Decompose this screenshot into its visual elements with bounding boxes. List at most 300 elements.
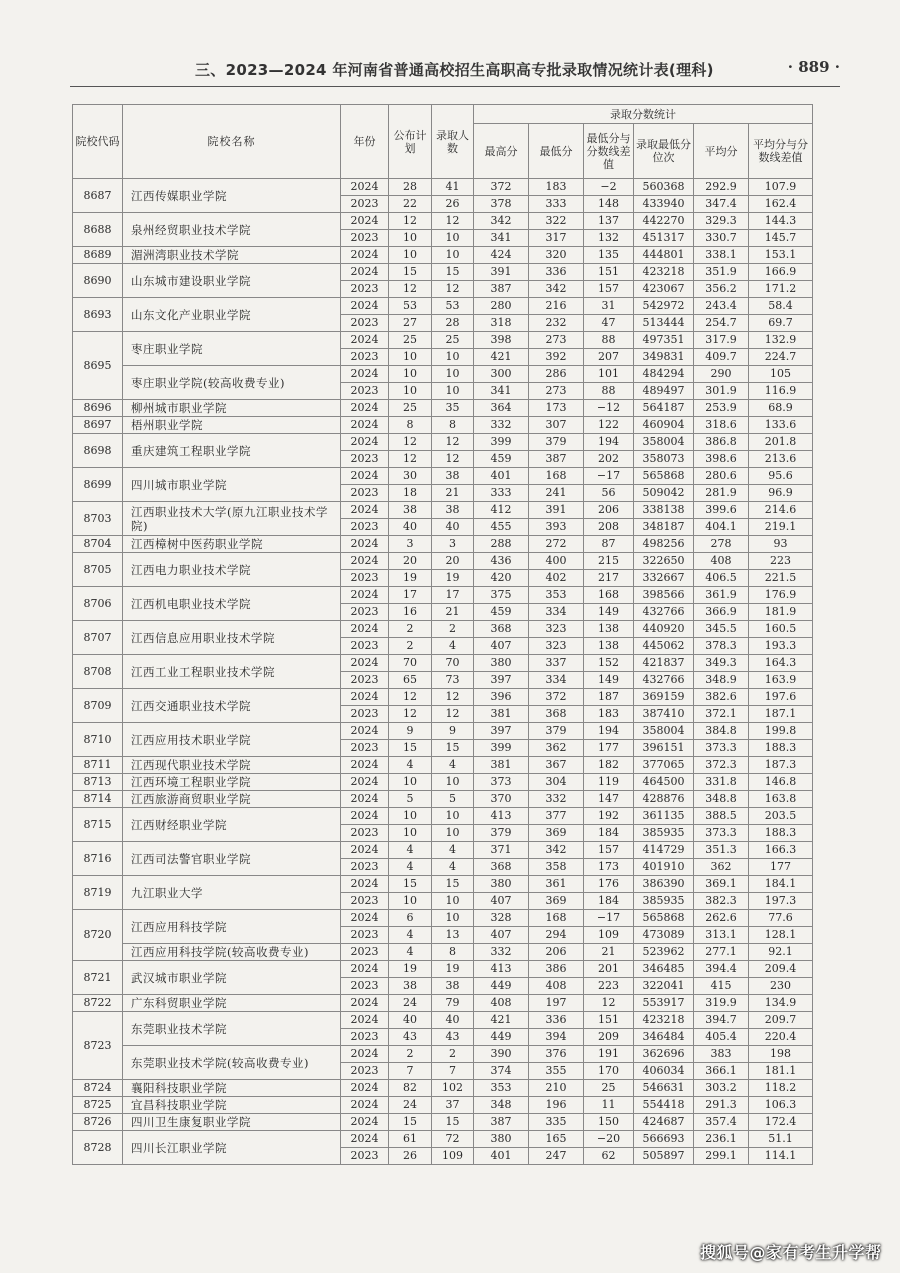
cell-admitted: 9 [432,723,474,740]
cell-avg: 366.9 [694,604,749,621]
school-name: 江西樟树中医药职业学院 [123,536,341,553]
cell-admitted: 2 [432,1046,474,1063]
cell-rank: 346485 [634,961,694,978]
cell-admitted: 12 [432,451,474,468]
table-row [73,842,813,859]
cell-min: 379 [529,723,584,740]
cell-plan: 17 [389,587,432,604]
cell-avg: 351.3 [694,842,749,859]
cell-plan: 27 [389,315,432,332]
cell-min: 392 [529,349,584,366]
table-row [73,774,813,791]
cell-plan: 25 [389,332,432,349]
cell-max: 368 [474,859,529,876]
cell-plan: 20 [389,553,432,570]
cell-admitted: 21 [432,485,474,502]
cell-rank: 473089 [634,927,694,944]
cell-rank: 440920 [634,621,694,638]
cell-year: 2023 [341,927,389,944]
cell-max: 333 [474,485,529,502]
cell-min-diff: 184 [584,825,634,842]
cell-avg-diff: 187.3 [749,757,813,774]
cell-avg-diff: 181.9 [749,604,813,621]
cell-plan: 61 [389,1131,432,1148]
cell-max: 455 [474,519,529,536]
school-code: 8722 [73,995,123,1012]
cell-min-diff: 21 [584,944,634,961]
school-name: 东莞职业技术学院(较高收费专业) [123,1046,341,1080]
cell-rank: 489497 [634,383,694,400]
cell-min: 402 [529,570,584,587]
cell-plan: 4 [389,757,432,774]
cell-year: 2024 [341,1046,389,1063]
cell-min: 358 [529,859,584,876]
table-row [73,1080,813,1097]
cell-avg: 351.9 [694,264,749,281]
table-row [73,247,813,264]
cell-plan: 7 [389,1063,432,1080]
cell-min-diff: 194 [584,723,634,740]
cell-admitted: 12 [432,706,474,723]
cell-rank: 433940 [634,196,694,213]
cell-year: 2024 [341,434,389,451]
cell-avg: 290 [694,366,749,383]
cell-avg: 243.4 [694,298,749,315]
cell-plan: 18 [389,485,432,502]
cell-avg-diff: 230 [749,978,813,995]
cell-min-diff: 157 [584,281,634,298]
cell-min-diff: 208 [584,519,634,536]
cell-admitted: 37 [432,1097,474,1114]
cell-plan: 53 [389,298,432,315]
cell-year: 2024 [341,536,389,553]
school-code: 8728 [73,1131,123,1165]
school-name: 武汉城市职业学院 [123,961,341,995]
cell-plan: 10 [389,247,432,264]
cell-max: 380 [474,655,529,672]
school-name: 江西司法警官职业学院 [123,842,341,876]
school-name: 江西职业技术大学(原九江职业技术学院) [123,502,341,536]
table-row [73,332,813,349]
cell-admitted: 13 [432,927,474,944]
cell-min-diff: 183 [584,706,634,723]
cell-avg-diff: 134.9 [749,995,813,1012]
cell-min-diff: 173 [584,859,634,876]
cell-avg: 394.7 [694,1012,749,1029]
cell-max: 401 [474,1148,529,1165]
cell-avg-diff: 184.1 [749,876,813,893]
cell-min-diff: 152 [584,655,634,672]
cell-min-diff: −20 [584,1131,634,1148]
cell-admitted: 10 [432,825,474,842]
cell-max: 397 [474,672,529,689]
table-row [73,723,813,740]
cell-min-diff: 187 [584,689,634,706]
cell-min: 323 [529,621,584,638]
cell-min: 304 [529,774,584,791]
cell-max: 391 [474,264,529,281]
cell-avg: 329.3 [694,213,749,230]
cell-min-diff: 182 [584,757,634,774]
school-name: 四川卫生康复职业学院 [123,1114,341,1131]
cell-rank: 546631 [634,1080,694,1097]
cell-avg-diff: 177 [749,859,813,876]
cell-max: 381 [474,757,529,774]
cell-min: 241 [529,485,584,502]
cell-avg: 236.1 [694,1131,749,1148]
cell-rank: 421837 [634,655,694,672]
cell-avg-diff: 133.6 [749,417,813,434]
cell-min: 400 [529,553,584,570]
cell-min: 337 [529,655,584,672]
cell-admitted: 15 [432,1114,474,1131]
table-header [73,105,813,179]
cell-rank: 428876 [634,791,694,808]
cell-max: 300 [474,366,529,383]
school-code: 8724 [73,1080,123,1097]
cell-admitted: 10 [432,383,474,400]
cell-avg-diff: 188.3 [749,825,813,842]
cell-min-diff: 223 [584,978,634,995]
table-row [73,1012,813,1029]
header-max: 最高分 [474,124,529,179]
table-row [73,434,813,451]
cell-year: 2024 [341,689,389,706]
school-name: 重庆建筑工程职业学院 [123,434,341,468]
cell-admitted: 38 [432,978,474,995]
cell-max: 364 [474,400,529,417]
school-code: 8716 [73,842,123,876]
cell-avg: 382.6 [694,689,749,706]
cell-max: 373 [474,774,529,791]
cell-avg-diff: 132.9 [749,332,813,349]
school-name: 江西旅游商贸职业学院 [123,791,341,808]
cell-rank: 464500 [634,774,694,791]
cell-avg: 301.9 [694,383,749,400]
cell-avg-diff: 106.3 [749,1097,813,1114]
cell-min-diff: 184 [584,893,634,910]
cell-min-diff: 25 [584,1080,634,1097]
cell-min-diff: 168 [584,587,634,604]
cell-avg: 299.1 [694,1148,749,1165]
cell-year: 2024 [341,417,389,434]
cell-plan: 70 [389,655,432,672]
cell-rank: 553917 [634,995,694,1012]
school-code: 8710 [73,723,123,757]
cell-year: 2023 [341,706,389,723]
cell-year: 2023 [341,740,389,757]
cell-avg-diff: 162.4 [749,196,813,213]
cell-rank: 423218 [634,264,694,281]
cell-avg: 386.8 [694,434,749,451]
cell-avg-diff: 203.5 [749,808,813,825]
cell-avg: 331.8 [694,774,749,791]
cell-max: 407 [474,893,529,910]
cell-min: 342 [529,842,584,859]
school-code: 8693 [73,298,123,332]
cell-max: 407 [474,638,529,655]
school-name: 江西应用科技学院 [123,910,341,944]
table-row [73,400,813,417]
cell-min: 210 [529,1080,584,1097]
cell-plan: 38 [389,502,432,519]
table-row [73,587,813,604]
cell-admitted: 19 [432,570,474,587]
cell-min-diff: 207 [584,349,634,366]
cell-plan: 10 [389,825,432,842]
cell-year: 2024 [341,179,389,196]
cell-rank: 442270 [634,213,694,230]
cell-year: 2024 [341,1131,389,1148]
cell-admitted: 26 [432,196,474,213]
header-min-diff: 最低分与分数线差值 [584,124,634,179]
cell-rank: 560368 [634,179,694,196]
watermark: 搜狐号@家有考生升学帮 [700,1243,882,1262]
cell-plan: 40 [389,1012,432,1029]
cell-rank: 505897 [634,1148,694,1165]
cell-avg: 357.4 [694,1114,749,1131]
cell-admitted: 2 [432,621,474,638]
school-code: 8707 [73,621,123,655]
cell-year: 2024 [341,400,389,417]
table-row [73,213,813,230]
cell-avg-diff: 153.1 [749,247,813,264]
cell-avg-diff: 95.6 [749,468,813,485]
cell-admitted: 43 [432,1029,474,1046]
cell-avg-diff: 214.6 [749,502,813,519]
cell-max: 398 [474,332,529,349]
cell-year: 2023 [341,570,389,587]
cell-plan: 65 [389,672,432,689]
cell-min-diff: 31 [584,298,634,315]
school-name: 四川长江职业学院 [123,1131,341,1165]
school-code: 8713 [73,774,123,791]
cell-avg-diff: 198 [749,1046,813,1063]
cell-avg-diff: 144.3 [749,213,813,230]
cell-min: 394 [529,1029,584,1046]
table-row [73,417,813,434]
school-code: 8688 [73,213,123,247]
admission-table [72,104,813,1165]
cell-avg: 348.9 [694,672,749,689]
cell-max: 387 [474,1114,529,1131]
cell-max: 397 [474,723,529,740]
cell-avg: 291.3 [694,1097,749,1114]
school-name: 泉州经贸职业技术学院 [123,213,341,247]
school-name: 江西应用技术职业学院 [123,723,341,757]
header-rule [70,86,840,87]
school-name: 东莞职业技术学院 [123,1012,341,1046]
cell-admitted: 17 [432,587,474,604]
cell-avg-diff: 224.7 [749,349,813,366]
cell-max: 424 [474,247,529,264]
cell-admitted: 25 [432,332,474,349]
cell-year: 2023 [341,978,389,995]
cell-year: 2023 [341,196,389,213]
cell-avg: 347.4 [694,196,749,213]
cell-max: 459 [474,604,529,621]
cell-admitted: 10 [432,349,474,366]
school-code: 8698 [73,434,123,468]
school-code: 8708 [73,655,123,689]
cell-avg-diff: 181.1 [749,1063,813,1080]
table-row [73,179,813,196]
cell-year: 2023 [341,383,389,400]
cell-year: 2023 [341,604,389,621]
cell-max: 375 [474,587,529,604]
cell-year: 2023 [341,1148,389,1165]
cell-year: 2024 [341,1012,389,1029]
cell-min-diff: 47 [584,315,634,332]
cell-year: 2024 [341,332,389,349]
header-admitted: 录取人数 [432,105,474,179]
cell-year: 2023 [341,825,389,842]
cell-rank: 423218 [634,1012,694,1029]
cell-admitted: 4 [432,638,474,655]
cell-avg: 362 [694,859,749,876]
cell-max: 328 [474,910,529,927]
cell-min: 196 [529,1097,584,1114]
cell-min: 173 [529,400,584,417]
cell-year: 2023 [341,944,389,961]
cell-rank: 444801 [634,247,694,264]
cell-max: 401 [474,468,529,485]
cell-avg-diff: 105 [749,366,813,383]
cell-avg: 330.7 [694,230,749,247]
cell-year: 2024 [341,757,389,774]
cell-min: 286 [529,366,584,383]
cell-avg-diff: 166.9 [749,264,813,281]
cell-rank: 322650 [634,553,694,570]
table-row [73,961,813,978]
cell-year: 2023 [341,1063,389,1080]
cell-avg-diff: 145.7 [749,230,813,247]
cell-rank: 414729 [634,842,694,859]
cell-avg: 292.9 [694,179,749,196]
cell-min-diff: 202 [584,451,634,468]
cell-max: 408 [474,995,529,1012]
cell-admitted: 15 [432,740,474,757]
table-row [73,502,813,519]
cell-plan: 30 [389,468,432,485]
cell-year: 2024 [341,791,389,808]
cell-admitted: 10 [432,247,474,264]
cell-avg: 383 [694,1046,749,1063]
school-code: 8714 [73,791,123,808]
cell-admitted: 8 [432,944,474,961]
cell-avg: 384.8 [694,723,749,740]
cell-avg: 313.1 [694,927,749,944]
school-name: 江西传媒职业学院 [123,179,341,213]
cell-admitted: 4 [432,757,474,774]
school-code: 8719 [73,876,123,910]
cell-min: 334 [529,604,584,621]
cell-plan: 19 [389,570,432,587]
cell-rank: 523962 [634,944,694,961]
header-avg: 平均分 [694,124,749,179]
cell-plan: 38 [389,978,432,995]
cell-min: 367 [529,757,584,774]
cell-max: 372 [474,179,529,196]
cell-avg-diff: 219.1 [749,519,813,536]
cell-min: 353 [529,587,584,604]
table-row [73,553,813,570]
school-name: 江西应用科技学院(较高收费专业) [123,944,341,961]
cell-max: 396 [474,689,529,706]
cell-admitted: 5 [432,791,474,808]
cell-admitted: 12 [432,213,474,230]
cell-year: 2024 [341,842,389,859]
cell-avg: 262.6 [694,910,749,927]
cell-max: 368 [474,621,529,638]
cell-admitted: 72 [432,1131,474,1148]
cell-avg: 372.3 [694,757,749,774]
school-code: 8721 [73,961,123,995]
cell-avg-diff: 68.9 [749,400,813,417]
cell-rank: 369159 [634,689,694,706]
cell-min-diff: 109 [584,927,634,944]
cell-min-diff: 88 [584,383,634,400]
cell-plan: 3 [389,536,432,553]
cell-min: 335 [529,1114,584,1131]
school-name: 江西电力职业技术学院 [123,553,341,587]
cell-rank: 346484 [634,1029,694,1046]
cell-avg: 373.3 [694,740,749,757]
cell-avg-diff: 209.4 [749,961,813,978]
cell-max: 380 [474,1131,529,1148]
table-row [73,689,813,706]
cell-year: 2023 [341,485,389,502]
cell-rank: 498256 [634,536,694,553]
cell-year: 2024 [341,366,389,383]
cell-min-diff: −12 [584,400,634,417]
cell-max: 449 [474,978,529,995]
cell-avg: 404.1 [694,519,749,536]
cell-max: 280 [474,298,529,315]
cell-avg-diff: 128.1 [749,927,813,944]
cell-admitted: 38 [432,468,474,485]
cell-rank: 423067 [634,281,694,298]
header-rank: 录取最低分位次 [634,124,694,179]
cell-rank: 358004 [634,723,694,740]
school-code: 8695 [73,332,123,400]
cell-min-diff: 194 [584,434,634,451]
table-row [73,536,813,553]
school-name: 山东城市建设职业学院 [123,264,341,298]
cell-plan: 12 [389,451,432,468]
cell-min: 369 [529,825,584,842]
cell-rank: 385935 [634,893,694,910]
cell-max: 421 [474,349,529,366]
cell-admitted: 35 [432,400,474,417]
cell-admitted: 19 [432,961,474,978]
cell-admitted: 79 [432,995,474,1012]
cell-rank: 398566 [634,587,694,604]
cell-rank: 396151 [634,740,694,757]
cell-min-diff: −2 [584,179,634,196]
cell-min-diff: 157 [584,842,634,859]
cell-avg-diff: 118.2 [749,1080,813,1097]
cell-year: 2024 [341,808,389,825]
school-name: 四川城市职业学院 [123,468,341,502]
cell-admitted: 10 [432,366,474,383]
cell-plan: 2 [389,1046,432,1063]
cell-admitted: 15 [432,876,474,893]
cell-avg-diff: 176.9 [749,587,813,604]
cell-rank: 406034 [634,1063,694,1080]
cell-rank: 349831 [634,349,694,366]
cell-min: 323 [529,638,584,655]
